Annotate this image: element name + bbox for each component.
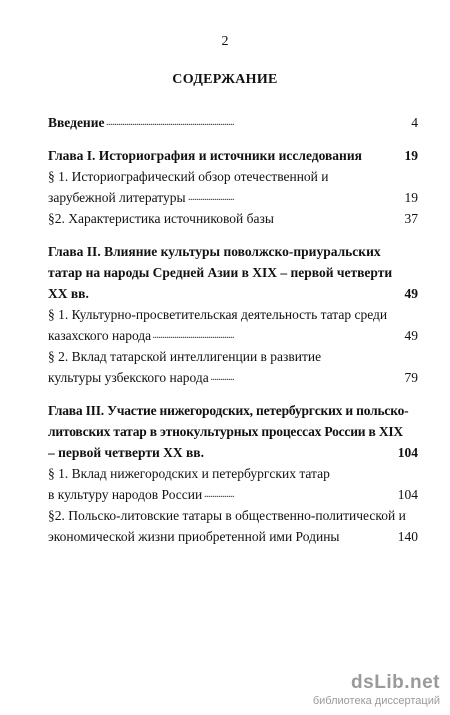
toc-entry-page: 79 [401, 367, 419, 388]
toc-entry-page: 49 [401, 283, 419, 304]
watermark [313, 672, 440, 707]
table-of-contents [48, 112, 418, 547]
toc-entry-label: культуры узбекского народа [48, 370, 209, 385]
toc-entry-chapter-3-section-1[interactable] [48, 463, 418, 484]
toc-entry-chapter-2-cont[interactable] [48, 283, 418, 304]
toc-entry-chapter-2-section-2[interactable] [48, 346, 418, 367]
toc-entry-label: §2. Польско-литовские татары в общественно-политической и [48, 508, 406, 523]
toc-entry-label: Глава III. Участие нижегородских, петербургских и польско- [48, 403, 409, 418]
toc-entry-page: 104 [394, 484, 418, 505]
page-number: 2 [221, 34, 229, 49]
toc-entry-page: 140 [394, 526, 418, 547]
toc-entry-page: 37 [401, 208, 419, 229]
toc-entry-page: 19 [401, 187, 419, 208]
toc-entry-chapter-2[interactable] [48, 241, 418, 262]
toc-entry-chapter-3-section-2-cont[interactable] [48, 526, 418, 547]
toc-entry-page: 104 [394, 442, 418, 463]
toc-entry-label: § 1. Культурно-просветительская деятельность татар среди [48, 307, 388, 322]
toc-entry-chapter-3[interactable] [48, 400, 418, 421]
toc-entry-label: зарубежной литературы [48, 190, 186, 205]
toc-entry-page: 19 [401, 145, 419, 166]
toc-entry-label: татар на народы Средней Азии в XIX – первой четверти [48, 265, 393, 280]
toc-entry-label: XX вв. [48, 286, 89, 301]
toc-entry-chapter-3-cont[interactable] [48, 421, 418, 442]
toc-entry-chapter-1-section-1-cont[interactable] [48, 187, 418, 208]
watermark-subtitle: библиотека диссертаций [312, 695, 440, 707]
toc-entry-chapter-2-section-1-cont[interactable] [48, 325, 418, 346]
toc-entry-page: 4 [407, 112, 418, 133]
toc-entry-chapter-3-cont[interactable] [48, 442, 418, 463]
toc-entry-label: Глава I. Историография и источники исследования [48, 148, 362, 163]
toc-entry-chapter-1-section-2[interactable] [48, 208, 418, 229]
toc-entry-label: Введение [48, 115, 105, 130]
toc-entry-chapter-1-section-1[interactable] [48, 166, 418, 187]
toc-entry-label: § 1. Вклад нижегородских и петербургских татар [48, 466, 330, 481]
toc-entry-label: Глава II. Влияние культуры поволжско-приуральских [48, 244, 381, 259]
toc-entry-label: экономической жизни приобретенной ими Родины [48, 529, 340, 544]
toc-entry-chapter-3-section-2[interactable] [48, 505, 418, 526]
toc-entry-label: в культуру народов России [48, 487, 203, 502]
toc-entry-label: казахского народа [48, 328, 152, 343]
toc-entry-label: – первой четверти XX вв. [48, 445, 204, 460]
toc-entry-label: литовских татар в этнокультурных процессах России в XIX [48, 424, 403, 439]
page-title: СОДЕРЖАНИЕ [172, 72, 278, 87]
watermark-logo: dsLib.net [351, 672, 440, 693]
toc-entry-chapter-2-cont[interactable] [48, 262, 418, 283]
toc-entry-introduction[interactable] [48, 112, 418, 133]
toc-entry-page: 49 [401, 325, 419, 346]
toc-entry-chapter-3-section-1-cont[interactable] [48, 484, 418, 505]
toc-entry-label: §2. Характеристика источниковой базы [48, 211, 274, 226]
toc-entry-chapter-1[interactable] [48, 145, 418, 166]
toc-entry-chapter-2-section-2-cont[interactable] [48, 367, 418, 388]
toc-entry-label: § 2. Вклад татарской интеллигенции в развитие [48, 349, 322, 364]
toc-entry-label: § 1. Историографический обзор отечественной и [48, 169, 329, 184]
toc-entry-chapter-2-section-1[interactable] [48, 304, 418, 325]
